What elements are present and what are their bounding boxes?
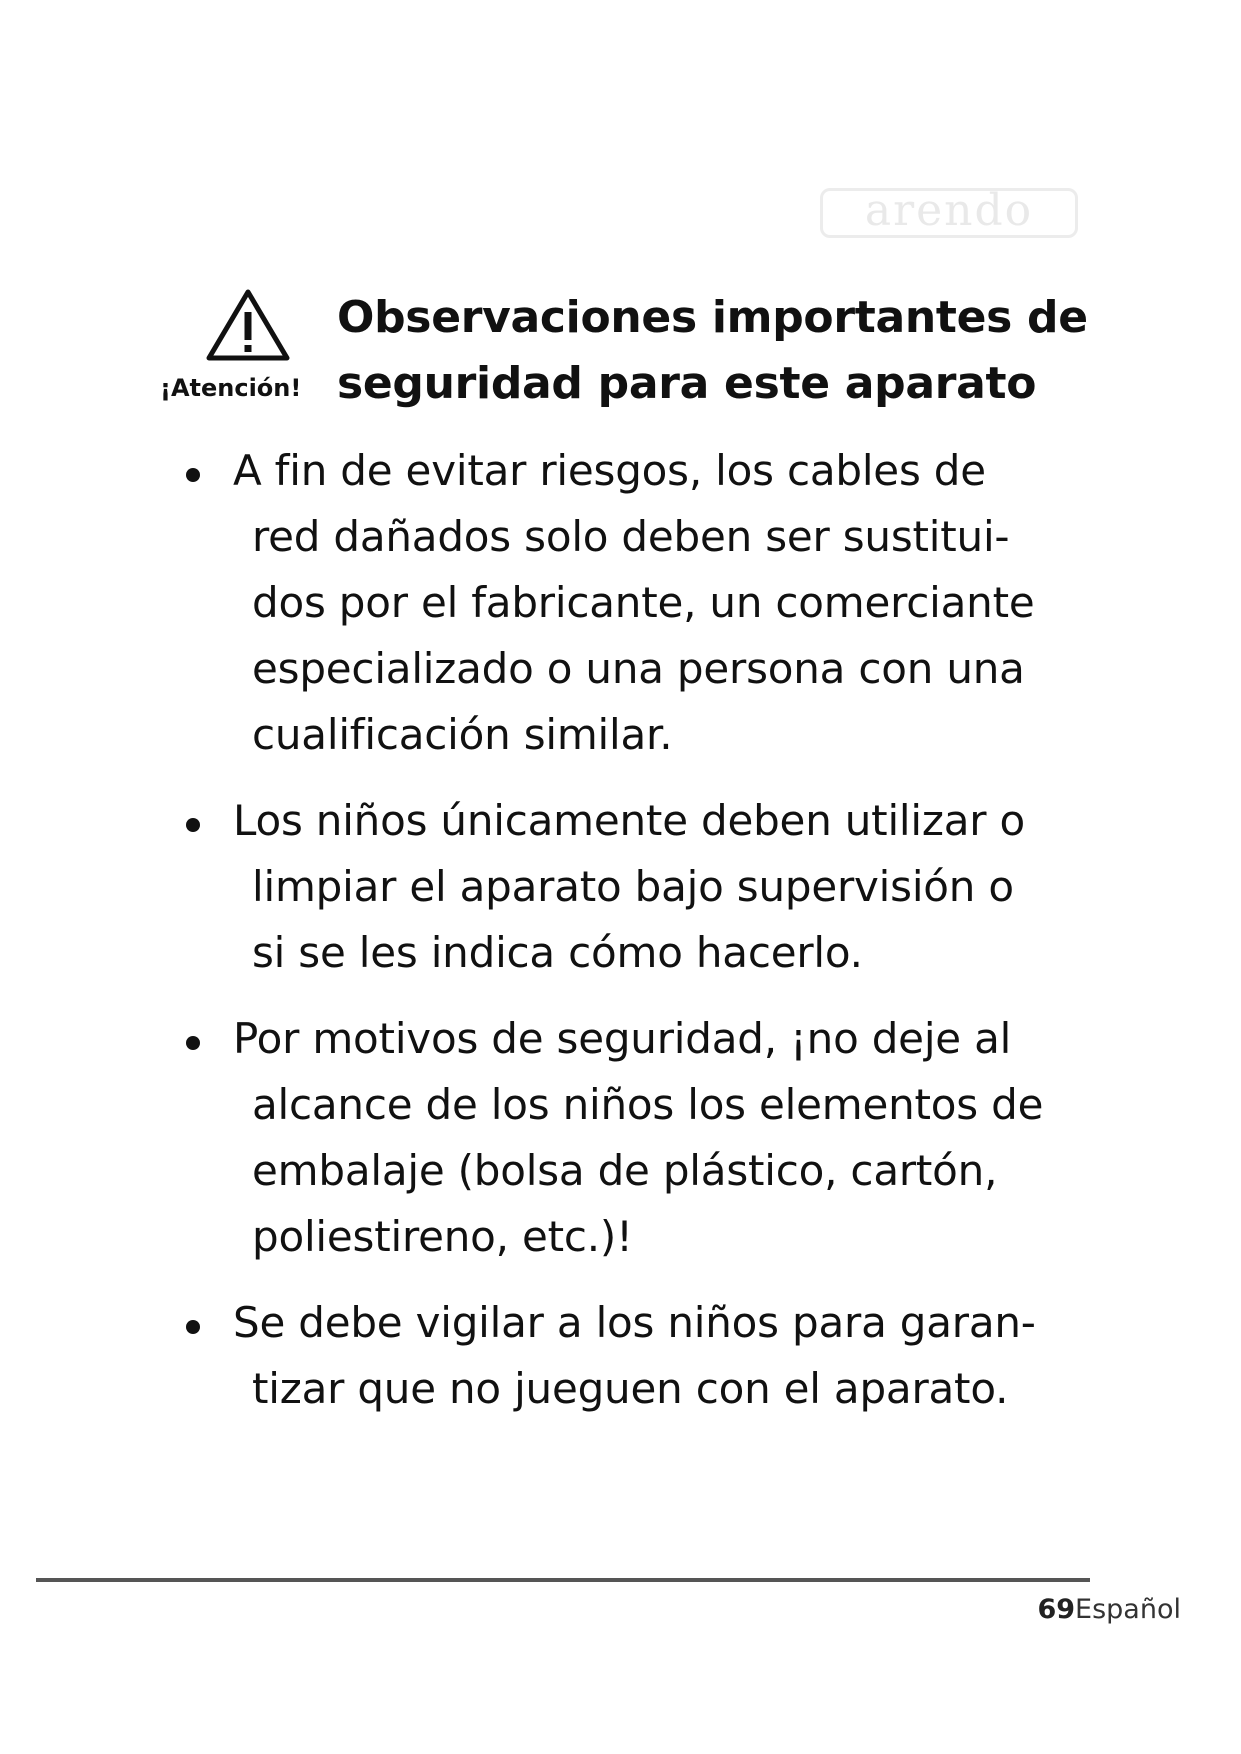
safety-item-line: cualificación similar. (252, 710, 673, 759)
safety-item-line: especializado o una persona con una (252, 644, 1025, 693)
safety-item-line: Los niños únicamente deben utilizar o (233, 796, 1025, 845)
footer-divider (36, 1578, 1090, 1582)
safety-item-line: alcance de los niños los elementos de (252, 1080, 1044, 1129)
safety-list (0, 438, 1043, 1442)
safety-item (0, 1290, 1043, 1422)
bullet-icon (186, 468, 200, 482)
bullet-icon (186, 1036, 200, 1050)
page-title-line: seguridad para este aparato (337, 358, 1037, 409)
safety-item-line: Por motivos de seguridad, ¡no deje al (233, 1014, 1012, 1063)
page-footer (1037, 1594, 1181, 1625)
page-title (337, 285, 1088, 417)
warning-triangle-icon (205, 288, 291, 362)
safety-item-line: limpiar el aparato bajo supervisión o (252, 862, 1014, 911)
safety-item-line: poliestireno, etc.)! (252, 1212, 633, 1261)
arendo-logo: arendo (820, 188, 1078, 238)
safety-item (0, 438, 1043, 768)
safety-item-line: A fin de evitar riesgos, los cables de (233, 446, 986, 495)
page-number: 69 (1037, 1594, 1076, 1625)
safety-item (0, 788, 1043, 986)
bullet-icon (186, 1320, 200, 1334)
bullet-icon (186, 818, 200, 832)
safety-item-line: Se debe vigilar a los niños para garan- (233, 1298, 1036, 1347)
language-label: Español (1075, 1594, 1181, 1625)
safety-item (0, 1006, 1043, 1270)
safety-item-line: dos por el fabricante, un comerciante (252, 578, 1035, 627)
safety-item-line: embalaje (bolsa de plástico, cartón, (252, 1146, 998, 1195)
safety-item-line: si se les indica cómo hacerlo. (252, 928, 863, 977)
safety-item-line: red dañados solo deben ser sustitui- (252, 512, 1010, 561)
page-title-line: Observaciones importantes de (337, 292, 1088, 343)
warning-label: ¡Atención! (160, 374, 302, 402)
safety-item-line: tizar que no jueguen con el aparato. (252, 1364, 1009, 1413)
